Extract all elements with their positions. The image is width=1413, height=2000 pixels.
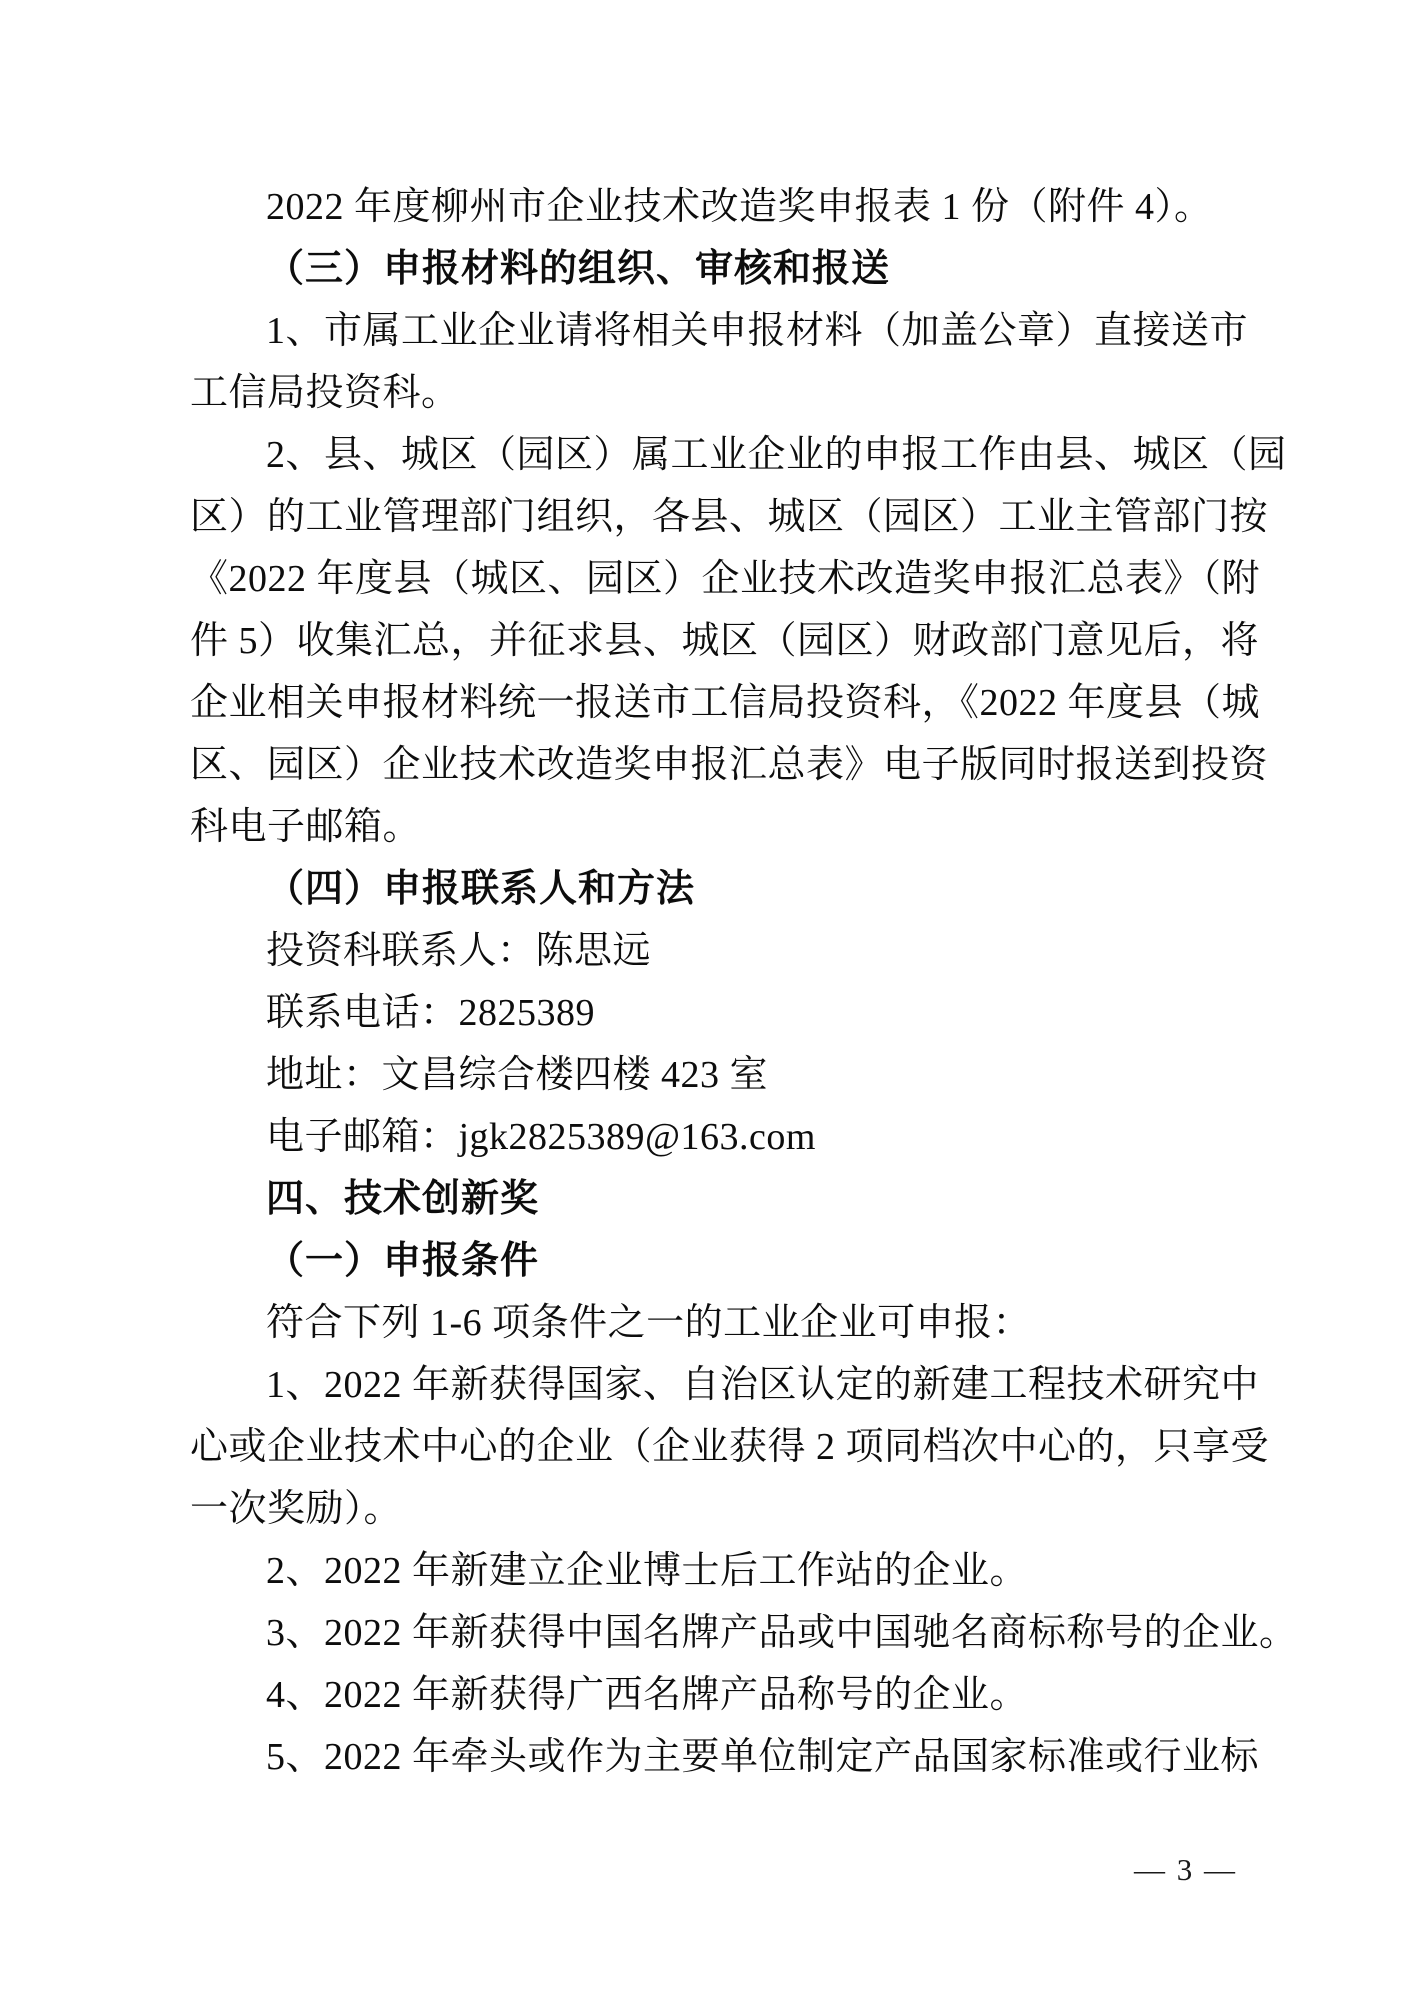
text-line: 5、2022 年牵头或作为主要单位制定产品国家标准或行业标 bbox=[266, 1736, 1260, 1778]
heading-line: （四）申报联系人和方法 bbox=[266, 868, 696, 910]
text-line: 1、2022 年新获得国家、自治区认定的新建工程技术研究中 bbox=[266, 1364, 1260, 1406]
text-line: 企业相关申报材料统一报送市工信局投资科，《2022 年度县（城 bbox=[190, 682, 1261, 724]
text-line: 3、2022 年新获得中国名牌产品或中国驰名商标称号的企业。 bbox=[266, 1612, 1298, 1654]
text-line: 地址：文昌综合楼四楼 423 室 bbox=[266, 1054, 769, 1096]
text-line: 工信局投资科。 bbox=[190, 372, 460, 414]
text-line: 件 5）收集汇总，并征求县、城区（园区）财政部门意见后，将 bbox=[190, 620, 1260, 662]
heading-line: 四、技术创新奖 bbox=[266, 1178, 540, 1220]
text-line: 电子邮箱：jgk2825389@163.com bbox=[266, 1116, 816, 1158]
text-line: 一次奖励）。 bbox=[190, 1488, 403, 1530]
text-line: 符合下列 1-6 项条件之一的工业企业可申报： bbox=[266, 1302, 1032, 1344]
text-line: 2、县、城区（园区）属工业企业的申报工作由县、城区（园 bbox=[266, 434, 1287, 476]
heading-line: （一）申报条件 bbox=[266, 1240, 540, 1282]
text-line: 2022 年度柳州市企业技术改造奖申报表 1 份（附件 4）。 bbox=[266, 186, 1213, 228]
text-line: 区、园区）企业技术改造奖申报汇总表》电子版同时报送到投资 bbox=[190, 744, 1269, 786]
text-line: 4、2022 年新获得广西名牌产品称号的企业。 bbox=[266, 1674, 1029, 1716]
text-line: 投资科联系人：陈思远 bbox=[266, 930, 652, 972]
text-line: 1、市属工业企业请将相关申报材料（加盖公章）直接送市 bbox=[266, 310, 1249, 352]
text-line: 科电子邮箱。 bbox=[190, 806, 422, 848]
text-line: 心或企业技术中心的企业（企业获得 2 项同档次中心的，只享受 bbox=[190, 1426, 1270, 1468]
page-number: — 3 — bbox=[1134, 1852, 1237, 1887]
text-line: 2、2022 年新建立企业博士后工作站的企业。 bbox=[266, 1550, 1029, 1592]
text-line: 联系电话：2825389 bbox=[266, 992, 596, 1034]
text-line: 区）的工业管理部门组织，各县、城区（园区）工业主管部门按 bbox=[190, 496, 1269, 538]
document-body bbox=[190, 176, 1298, 1788]
text-line: 《2022 年度县（城区、园区）企业技术改造奖申报汇总表》（附 bbox=[190, 558, 1261, 600]
heading-line: （三）申报材料的组织、审核和报送 bbox=[266, 248, 891, 290]
